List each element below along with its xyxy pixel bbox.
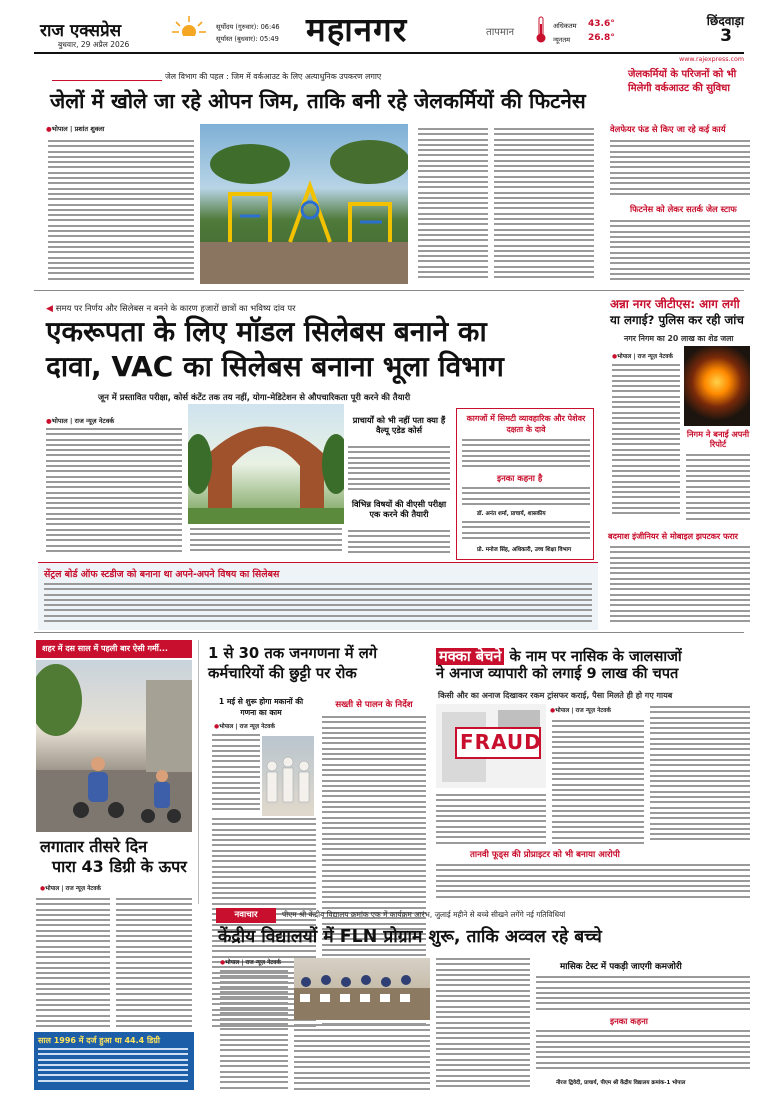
story3-headline-line2: या लगाई? पुलिस कर रही जांच — [610, 313, 744, 327]
tanvi-head: तानवी फूड्स की प्रोप्राइटर को भी बनाया आरोपी — [470, 850, 620, 860]
story3-sub: नगर निगम का 20 लाख का शेड जला — [624, 334, 734, 343]
census-col-head: सख्ती से पालन के निर्देश — [335, 700, 413, 710]
heat-col2-text — [116, 898, 192, 1030]
heat-banner: शहर में दस साल में पहली बार ऐसी गर्मी... — [36, 640, 192, 658]
quote2-text — [462, 521, 590, 541]
fraud-graphic-text: FRAUD — [460, 730, 542, 754]
census-headline-line2: कर्मचारियों की छुट्टी पर रोक — [208, 665, 357, 682]
story3-byline: ● भोपाल | राज न्यूज़ नेटवर्क — [612, 352, 673, 360]
story2-byline: ● भोपाल | राज न्यूज़ नेटवर्क — [46, 416, 114, 425]
story3-col1-text — [612, 364, 680, 522]
website-link[interactable]: www.rajexpress.com — [679, 56, 744, 63]
quote1-text — [462, 487, 590, 507]
city-name: छिंदवाड़ा — [706, 14, 744, 28]
column-divider-left — [198, 640, 199, 904]
report-text — [686, 454, 750, 524]
story1-col1-text — [48, 140, 194, 286]
min-temp-value: 26.8° — [588, 33, 615, 43]
page-number: 3 — [720, 26, 732, 46]
story2-col2-text — [190, 528, 342, 558]
sunrise-time: सूर्योदय (गुरुवार): 06:46 — [216, 23, 280, 31]
story2-headline-line2: दावा, VAC का सिलेबस बनाना भूला विभाग — [46, 350, 504, 383]
monthly-quote-author: नीरज द्विवेदी, प्राचार्य, पीएम श्री केंद्रीय विद्यालय क्रमांक-1 भोपाल — [556, 1080, 686, 1086]
welfare-head: वेलफेयर फंड से किए जा रहे कई कार्य — [610, 124, 726, 134]
heat-headline-line2: पारा 43 डिग्री के ऊपर — [52, 857, 187, 876]
skills-box-head: कागजों में सिमटी व्यावहारिक और पेशेवर दक्षता के दावे — [466, 414, 586, 434]
brand-name: राज एक्सप्रेस — [40, 21, 122, 41]
quote1-author: डॉ. अनंत शर्मा, प्राचार्य, शासकीय — [477, 511, 546, 517]
fraud-sub: किसी और का अनाज दिखाकर रकम ट्रांसफर कराई, पैसा मिलते ही हो गए गायब — [438, 691, 673, 700]
fln-col3-text — [436, 958, 530, 1092]
story1-headline: जेलों में खोले जा रहे ओपन जिम, ताकि बनी रहे जेलकर्मियों की फिटनेस — [50, 89, 586, 113]
heat-record-head: साल 1996 में दर्ज हुआ था 44.4 डिग्री — [38, 1036, 160, 1045]
innovation-tag: नवाचार — [216, 908, 276, 923]
snatching-text — [610, 546, 750, 630]
census-sub: 1 मई से शुरू होगा मकानों की गणना का काम — [218, 697, 304, 717]
story3-headline-line1: अन्ना नगर जीटीएस: आग लगी — [610, 297, 740, 311]
exam-text — [348, 530, 450, 560]
report-head: निगम ने बनाई अपनी रिपोर्ट — [686, 429, 750, 449]
fraud-graphic — [436, 704, 546, 788]
skills-box-subhead: इनका कहना है — [497, 473, 543, 483]
census-photo — [262, 736, 314, 816]
sun-icon — [170, 14, 208, 40]
heat-headline-line1: लगातार तीसरे दिन — [40, 837, 148, 856]
story2-col1-text — [46, 428, 182, 558]
fraud-headline-highlight: मक्का बेचने — [436, 648, 504, 665]
census-col1-text — [212, 734, 260, 814]
section-title: महानगर — [306, 10, 408, 49]
story1-byline: ● भोपाल | प्रशांत शुक्ला — [46, 124, 104, 133]
max-temp-value: 43.6° — [588, 19, 615, 29]
fraud-col3-text — [436, 794, 546, 848]
fln-col1-text — [220, 970, 288, 1092]
story2-kicker-text: समय पर निर्णय और सिलेबस न बनने के कारण हजारों छात्रों का भविष्य दांव पर — [55, 303, 296, 313]
edition-date: बुधवार, 29 अप्रैल 2026 — [58, 40, 130, 49]
fln-headline: केंद्रीय विद्यालयों में FLN प्रोग्राम शुरू, ताकि अव्वल रहे बच्चे — [218, 927, 602, 947]
fraud-byline: ● भोपाल | राज न्यूज़ नेटवर्क — [550, 706, 611, 714]
fln-kicker: पीएम श्री केंद्रीय विद्यालय क्रमांक एक में कार्यक्रम आरंभ, जुलाई महीने से बच्चे सीखने लगेंगे नई गतिविधियां — [282, 910, 566, 919]
thermometer-icon — [535, 16, 547, 44]
fraud-headline-line2: ने अनाज व्यापारी को लगाई 9 लाख की चपत — [436, 665, 679, 682]
monthly-test-head: मासिक टेस्ट में पकड़ी जाएगी कमजोरी — [560, 962, 682, 972]
heat-street-photo — [36, 660, 192, 832]
tanvi-text — [436, 864, 750, 900]
story2-kicker — [46, 296, 546, 314]
section-divider-2 — [34, 632, 744, 633]
fitness-text — [610, 220, 750, 284]
story1-kicker: जेल विभाग की पहल : जिम में वर्कआउट के लिए अत्याधुनिक उपकरण लगाए — [165, 72, 382, 81]
temperature-label: तापमान — [486, 27, 515, 38]
section-divider-1 — [34, 290, 744, 291]
callout-text: जेलकर्मियों के परिजनों को भी मिलेगी वर्कआउट की सुविधा — [628, 69, 737, 94]
monthly-quote-text — [536, 1030, 750, 1072]
heat-byline: ● भोपाल | राज न्यूज़ नेटवर्क — [40, 884, 101, 892]
quote2-author: प्रो. मनोज सिंह, अधिकारी, उच्च शिक्षा विभाग — [477, 547, 572, 553]
classroom-photo — [294, 958, 430, 1020]
monthly-test-text — [536, 976, 750, 1012]
principals-text — [348, 446, 450, 496]
syllabus-bottom-box — [38, 562, 598, 630]
syllabus-bottom-head: सेंट्रल बोर्ड ऑफ स्टडीज को बनाना था अपने-अपने विषय का सिलेबस — [44, 569, 280, 580]
masthead-rule — [34, 52, 744, 54]
max-temp-label: अधिकतम — [553, 22, 577, 30]
story1-callout — [614, 68, 750, 114]
open-gym-photo — [200, 124, 408, 284]
monthly-test-subhead: इनका कहना — [610, 1016, 648, 1026]
census-byline: ● भोपाल | राज न्यूज़ नेटवर्क — [214, 722, 275, 730]
story2-headline-line1: एकरूपता के लिए मॉडल सिलेबस बनाने का — [46, 315, 487, 348]
fln-col2-text — [294, 1024, 430, 1092]
welfare-text — [610, 140, 750, 200]
heat-col1-text — [36, 898, 110, 1030]
kicker-line — [52, 80, 162, 81]
census-headline-line1: 1 से 30 तक जनगणना में लगे — [208, 645, 378, 662]
fraud-headline-line1 — [436, 646, 682, 666]
principals-head: प्राचार्यों को भी नहीं पता क्या हैं वैल्यू एडेड कोर्स — [352, 415, 446, 435]
university-arch-photo — [188, 404, 344, 524]
story1-col3-text — [494, 128, 594, 286]
kicker-arrow-icon: ◀ — [46, 304, 56, 314]
syllabus-bottom-text — [44, 583, 592, 627]
fire-photo — [684, 346, 750, 426]
fln-byline: ● भोपाल | राज न्यूज़ नेटवर्क — [220, 958, 281, 966]
story2-subhead: जून में प्रस्तावित परीक्षा, कोर्स कंटेंट तक तय नहीं, योगा-मेडिटेशन से औपचारिकता पूरी करने की तैयारी — [98, 392, 411, 402]
skills-box-text — [462, 439, 590, 471]
skills-box — [456, 408, 594, 560]
fraud-col1-text — [552, 720, 644, 848]
story1-col2-text — [418, 128, 488, 286]
min-temp-label: न्यूनतम — [553, 36, 571, 44]
snatching-head: बदमाश इंजीनियर से मोबाइल झपटकर फरार — [608, 531, 738, 541]
fraud-headline-rest: के नाम पर नासिक के जालसाजों — [504, 648, 682, 665]
fraud-col2-text — [650, 706, 750, 848]
exam-head: विभिन्न विषयों की वीएसी परीक्षा एक करने की तैयारी — [351, 499, 447, 519]
sunset-time: सूर्यास्त (बुधवार): 05:49 — [216, 35, 279, 43]
heat-record-box — [34, 1032, 194, 1090]
fitness-head: फिटनेस को लेकर सतर्क जेल स्टाफ — [630, 204, 737, 214]
heat-record-text — [38, 1048, 188, 1088]
masthead — [0, 0, 778, 54]
